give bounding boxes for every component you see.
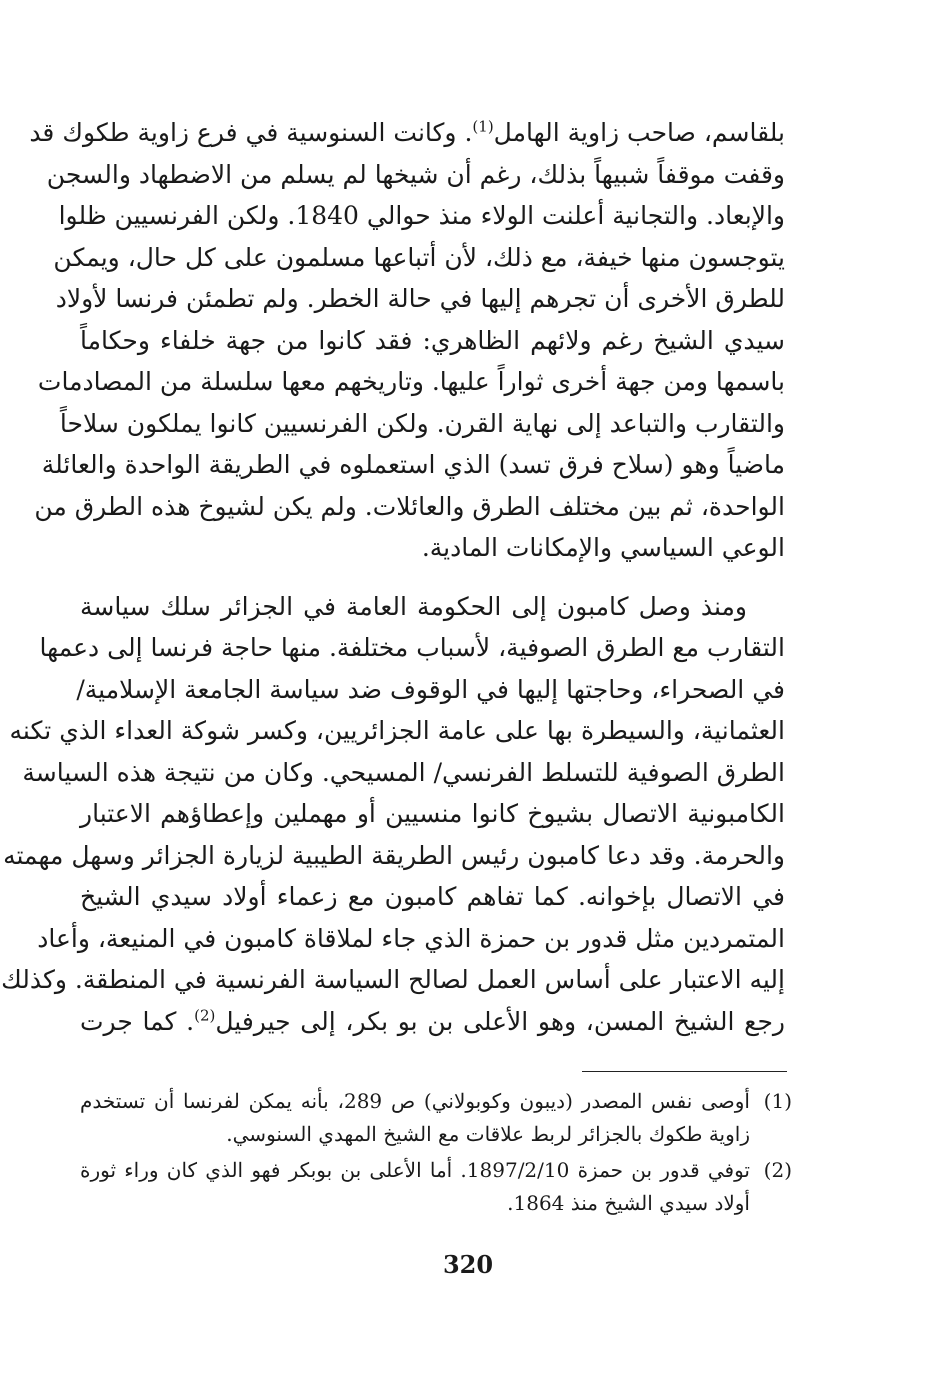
- footnotes: [80, 1085, 792, 1223]
- text-line: والإبعاد. والتجانية أعلنت الولاء منذ حوالي 1840. ولكن الفرنسيين ظلوا: [58, 201, 785, 230]
- footnote-ref-2[interactable]: (2): [194, 1006, 216, 1025]
- text-line: يتوجسون منها خيفة، مع ذلك، لأن أتباعها مسلمون على كل حال، ويمكن: [53, 242, 785, 272]
- footnote-line: أولاد سيدي الشيخ منذ 1864.: [507, 1191, 750, 1215]
- text-line: سيدي الشيخ رغم ولائهم الظاهري: فقد كانوا من جهة خلفاء وحكاماً: [80, 325, 785, 355]
- text-line: ومنذ وصل كامبون إلى الحكومة العامة في الجزائر سلك سياسة: [80, 591, 747, 621]
- text-line: الكامبونية الاتصال بشيوخ كانوا منسيين أو مهملين وإعطاؤهم الاعتبار: [80, 799, 785, 828]
- footnote-2: [80, 1154, 792, 1220]
- footnote-number: (1): [763, 1089, 792, 1113]
- text-line: في الاتصال بإخوانه. كما تفاهم كامبون مع زعماء أولاد سيدي الشيخ: [80, 882, 785, 911]
- page-number: 320: [442, 1250, 494, 1279]
- text-line: الوعي السياسي والإمكانات المادية.: [421, 533, 785, 562]
- text-line: والحرمة. وقد دعا كامبون رئيس الطريقة الطيبية لزيارة الجزائر وسهل مهمته: [3, 840, 785, 870]
- text-line: الواحدة، ثم بين مختلف الطرق والعائلات. ولم يكن لشيوخ هذه الطرق من: [34, 491, 785, 521]
- paragraph-1: [29, 112, 785, 569]
- paragraph-2: [1, 586, 785, 1043]
- text-line: بلقاسم، صاحب زاوية الهامل$^{(1)}$. وكانت السنوسية في فرع زاوية طكوك قد: [29, 117, 785, 147]
- footnote-line: زاوية طكوك بالجزائر لربط علاقات مع الشيخ المهدي السنوسي.: [226, 1122, 750, 1146]
- footnote-line: أوصى نفس المصدر (ديبون وكوبولاني) ص 289، بأنه يمكن لفرنسا أن تستخدم: [80, 1089, 750, 1113]
- text-line: ماضياً وهو (سلاح فرق تسد) الذي استعملوه في الطريقة الواحدة والعائلة: [41, 450, 785, 479]
- footnote-line: توفي قدور بن حمزة 1897/2/10. أما الأعلى بن بوبكر فهو الذي كان وراء ثورة: [80, 1158, 750, 1182]
- body-text: [1, 112, 785, 1042]
- text-line: باسمها ومن جهة أخرى ثواراً عليها. وتاريخهم معها سلسلة من المصادمات: [37, 367, 785, 396]
- text-line: إليه الاعتبار على أساس العمل لصالح السياسة الفرنسية في المنطقة. وكذلك: [1, 965, 785, 994]
- text-line: وقفت موقفاً شبيهاً بذلك، رغم أن شيخها لم يسلم من الاضطهاد والسجن: [46, 159, 785, 189]
- footnote-separator: [582, 1071, 787, 1072]
- text-line: التقارب مع الطرق الصوفية، لأسباب مختلفة. منها حاجة فرنسا إلى دعمها: [39, 633, 785, 662]
- text-line: في الصحراء، وحاجتها إليها في الوقوف ضد سياسة الجامعة الإسلامية/: [76, 674, 785, 704]
- footnote-1: [80, 1085, 792, 1151]
- text-line: والتقارب والتباعد إلى نهاية القرن. ولكن الفرنسيين كانوا يملكون سلاحاً: [59, 408, 785, 438]
- text-line: الطرق الصوفية للتسلط الفرنسي/ المسيحي. وكان من نتيجة هذه السياسة: [22, 757, 785, 787]
- footnote-number: (2): [763, 1158, 792, 1182]
- text-line: المتمردين مثل قدور بن حمزة الذي جاء لملاقاة كامبون في المنيعة، وأعاد: [37, 923, 785, 953]
- text-line: العثمانية، والسيطرة بها على عامة الجزائريين، وكسر شوكة العداء الذي تكنه: [9, 716, 785, 745]
- paragraph-gap: [80, 569, 785, 586]
- text-line: رجع الشيخ المسن، وهو الأعلى بن بو بكر، إلى جيرفيل$^{(2)}$. كما جرت: [80, 1006, 785, 1036]
- text-line: للطرق الأخرى أن تجرهم إليها في حالة الخطر. ولم تطمئن فرنسا لأولاد: [55, 284, 785, 313]
- footnote-ref-1[interactable]: (1): [472, 117, 494, 136]
